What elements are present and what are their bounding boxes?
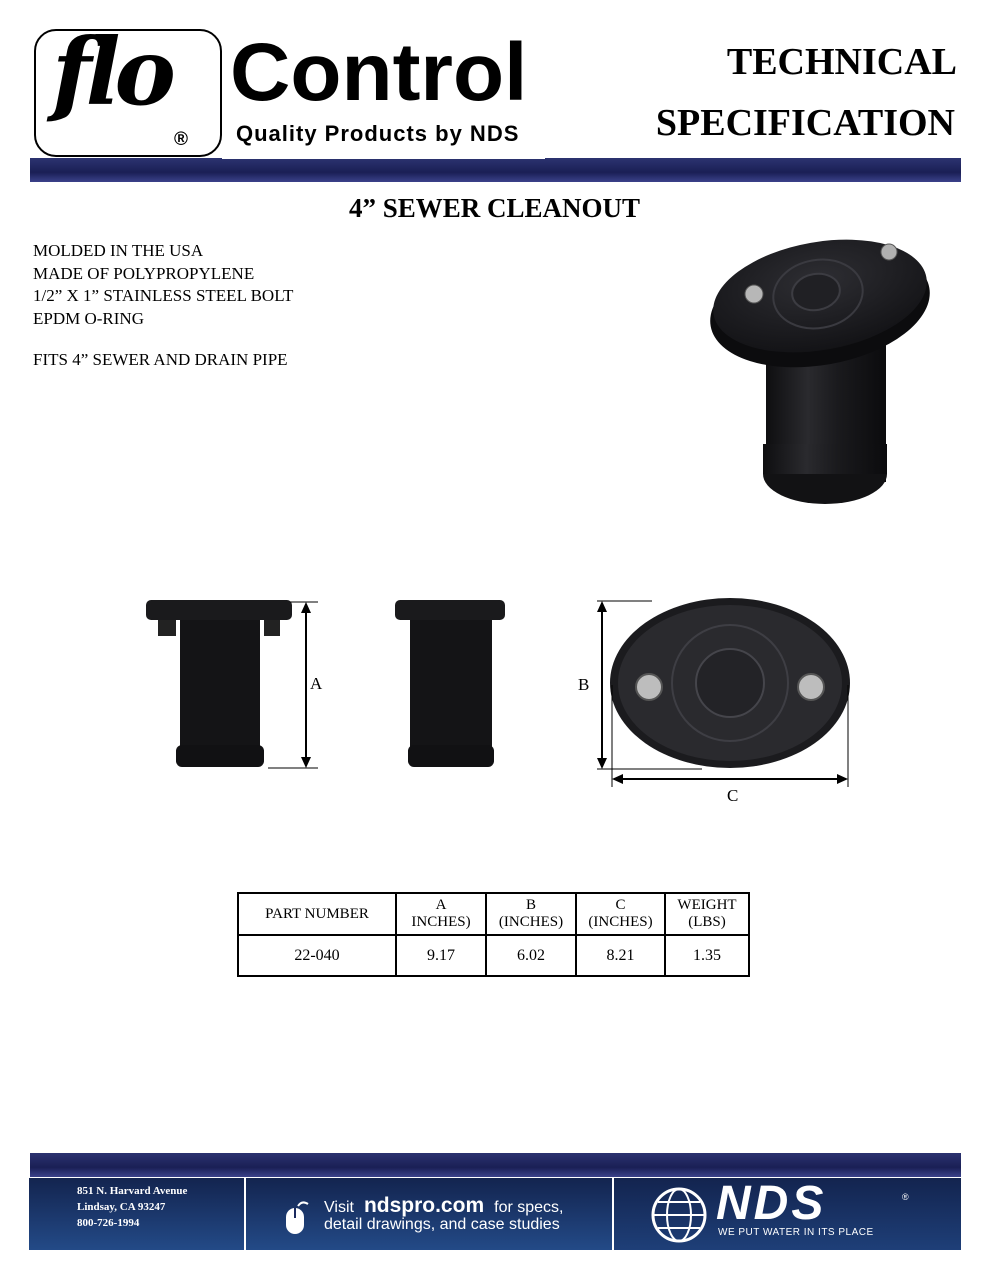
doc-type-line2: SPECIFICATION: [655, 102, 955, 144]
website-link[interactable]: ndspro.com: [363, 1194, 485, 1217]
header-text: A: [435, 897, 447, 913]
dim-c-arrow-right: [837, 774, 848, 784]
registered-mark: ®: [174, 129, 188, 150]
side-pipe-collar: [176, 745, 264, 767]
col-header-weight: [665, 893, 749, 935]
dim-label-a: A: [310, 674, 323, 693]
header-band-notch: [222, 157, 545, 159]
cell-a: 9.17: [396, 935, 486, 976]
feature-list: [33, 240, 293, 330]
phone-number: 800-726-1994: [77, 1217, 140, 1229]
cell-weight: 1.35: [665, 935, 749, 976]
top-center-boss: [696, 649, 764, 717]
dim-label-c: C: [727, 786, 739, 805]
table-row: [238, 935, 749, 976]
cell-c: 8.21: [576, 935, 665, 976]
side-cap-tab-right: [264, 620, 280, 636]
header-text: B: [525, 897, 536, 913]
header-text: WEIGHT: [677, 897, 737, 913]
header-unit: INCHES): [411, 914, 471, 930]
photo-bolt-left: [745, 285, 763, 303]
cell-part-number: 22-040: [238, 935, 396, 976]
side-view-profile: [390, 595, 510, 775]
dim-label-b: B: [578, 675, 590, 694]
visit-suffix: for specs,: [494, 1199, 564, 1216]
feature-item: MADE OF POLYPROPYLENE: [33, 263, 255, 283]
feature-item: 1/2” X 1” STAINLESS STEEL BOLT: [33, 286, 294, 305]
top-view: [592, 595, 857, 790]
flo-logo-text: flo: [52, 18, 170, 126]
top-bolt-left: [636, 674, 662, 700]
top-bolt-right: [798, 674, 824, 700]
cell-b: 6.02: [486, 935, 576, 976]
mouse-click-icon: [278, 1198, 316, 1236]
profile-cap: [395, 600, 505, 620]
dim-c-arrow-left: [612, 774, 623, 784]
dim-a-arrow-top: [301, 602, 311, 613]
col-header-part-number: [238, 893, 396, 935]
product-title: 4” SEWER CLEANOUT: [348, 193, 641, 223]
nds-brand-logo: NDS: [716, 1177, 827, 1230]
mouse-cord: [298, 1202, 308, 1206]
col-header-a: [396, 893, 486, 935]
side-cap: [146, 600, 292, 620]
header-text: PART NUMBER: [265, 905, 369, 922]
address-line1: 851 N. Harvard Avenue: [77, 1185, 188, 1197]
control-logo-text: Control: [230, 27, 528, 118]
doc-type-line1: TECHNICAL: [726, 41, 957, 83]
feature-item: MOLDED IN THE USA: [33, 241, 204, 260]
address-line2: Lindsay, CA 93247: [77, 1201, 166, 1213]
footer-visit-line1: [324, 1194, 563, 1218]
header-unit: (INCHES): [498, 914, 564, 930]
header-band: [30, 158, 961, 182]
photo-bolt-right: [881, 244, 897, 260]
col-header-b: [486, 893, 576, 935]
product-photo: [700, 212, 940, 507]
footer-address: [77, 1183, 187, 1231]
header-text: C: [615, 897, 626, 913]
header-unit: (INCHES): [588, 914, 653, 930]
profile-pipe: [410, 620, 492, 750]
nds-registered-mark: ®: [902, 1192, 909, 1202]
spec-table-header-row: [238, 893, 749, 935]
visit-prefix: Visit: [324, 1199, 354, 1216]
side-cap-tab-left: [158, 620, 176, 636]
photo-pipe-collar: [763, 444, 887, 474]
profile-pipe-collar: [408, 745, 494, 767]
globe-icon: [650, 1186, 708, 1244]
fits-note: FITS 4” SEWER AND DRAIN PIPE: [33, 350, 288, 369]
dim-b-arrow-top: [597, 601, 607, 612]
logo-tagline: Quality Products by NDS: [236, 121, 520, 146]
col-header-c: [576, 893, 665, 935]
header-unit: (LBS): [688, 914, 726, 930]
dim-b-arrow-bottom: [597, 758, 607, 769]
spec-table: [237, 892, 750, 977]
footer-band: [30, 1153, 961, 1177]
nds-tagline: WE PUT WATER IN ITS PLACE: [718, 1227, 874, 1238]
feature-item: EPDM O-RING: [33, 308, 144, 328]
dim-a-arrow-bottom: [301, 757, 311, 768]
side-pipe: [180, 620, 260, 750]
side-view-front: [140, 595, 330, 775]
footer-visit-line2: detail drawings, and case studies: [324, 1216, 560, 1233]
